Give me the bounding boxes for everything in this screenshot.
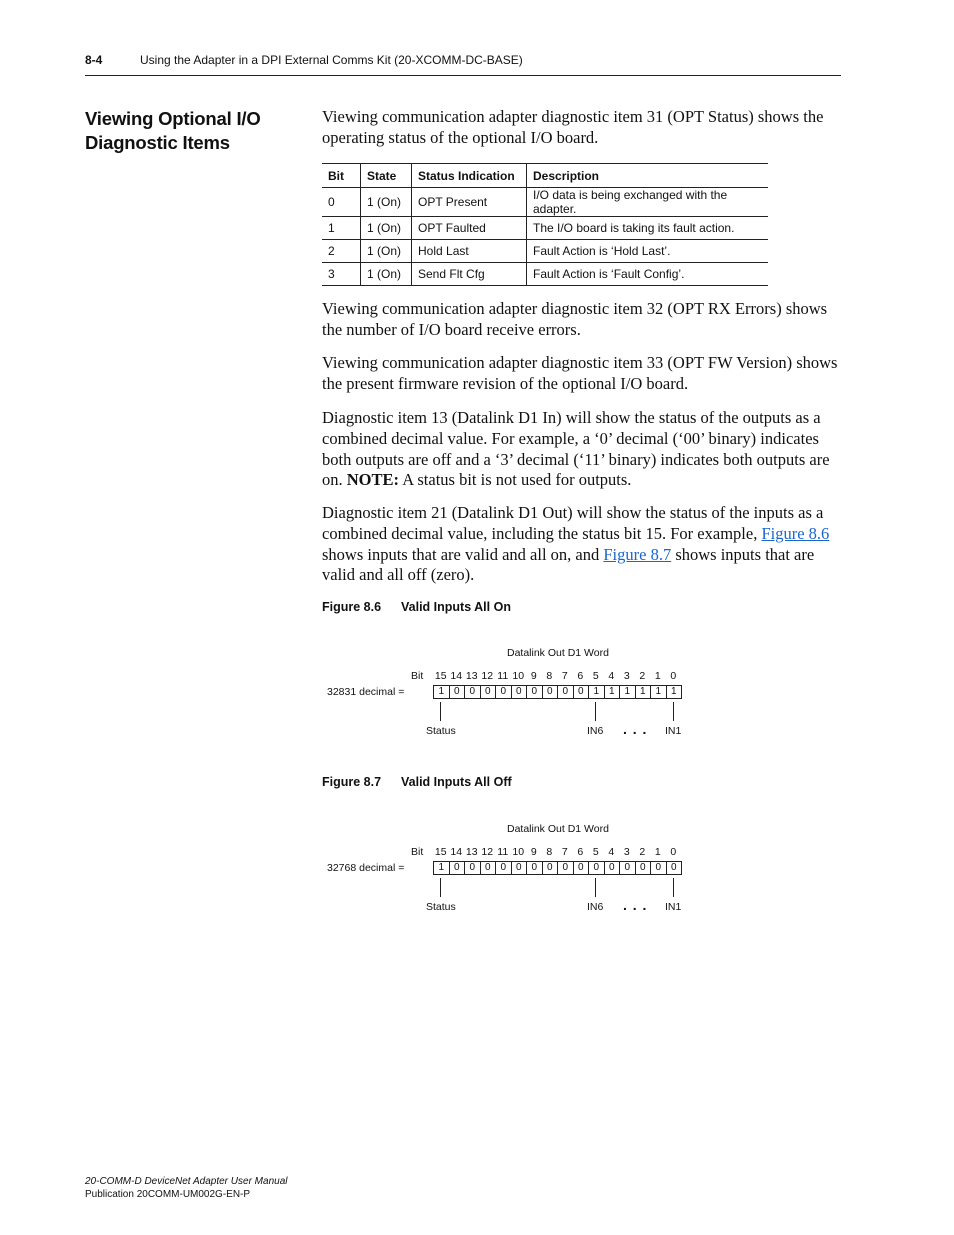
- intro-paragraph: Viewing communication adapter diagnostic item 31 (OPT Status) shows the operating status of the optional I/O board.: [322, 107, 824, 147]
- bit-number: 0: [670, 846, 677, 858]
- bit-number: 8: [546, 670, 553, 682]
- bit-number: 14: [450, 846, 463, 858]
- footer-publication: Publication 20COMM-UM002G-EN-P: [85, 1189, 251, 1200]
- in6-label: IN6: [587, 725, 604, 737]
- cell-description: Fault Action is ‘Hold Last’.: [527, 240, 769, 263]
- bit-number: 12: [481, 846, 494, 858]
- bit-cell: 1: [588, 686, 604, 698]
- bit-number: 15: [434, 670, 447, 682]
- figure-8-6-link[interactable]: Figure 8.6: [761, 523, 830, 543]
- figure-caption-text: Valid Inputs All Off: [401, 775, 512, 789]
- opt-status-table: [322, 163, 768, 286]
- figure-number: Figure 8.7: [322, 775, 382, 789]
- bit-cell: 0: [666, 862, 682, 874]
- bit-cell: 0: [464, 862, 480, 874]
- col-header-state: State: [361, 164, 412, 188]
- status-label: Status: [426, 901, 456, 913]
- bit-cell: 1: [604, 686, 620, 698]
- bit-cell: 0: [542, 862, 558, 874]
- bit-cell: 0: [464, 686, 480, 698]
- cell-state: 1 (On): [361, 217, 412, 240]
- bit-number: 6: [577, 670, 584, 682]
- bit-cell: 0: [619, 862, 635, 874]
- bit-number: 13: [465, 846, 478, 858]
- in1-label: IN1: [665, 901, 682, 913]
- col-header-description: Description: [527, 164, 769, 188]
- in1-tick: [673, 702, 674, 721]
- bit-cell: 1: [666, 686, 682, 698]
- item13-paragraph: [322, 408, 844, 491]
- col-header-status-indication: Status Indication: [412, 164, 527, 188]
- page-number: 8-4: [85, 53, 103, 67]
- bit-cell: 1: [619, 686, 635, 698]
- section-title: Viewing Optional I/O Diagnostic Items: [85, 108, 261, 153]
- decimal-label: 32831 decimal =: [327, 686, 405, 698]
- bit-cell: 0: [650, 862, 666, 874]
- bit-number: 12: [481, 670, 494, 682]
- item21-paragraph: [322, 503, 844, 586]
- cell-description: Fault Action is ‘Fault Config’.: [527, 263, 769, 286]
- bit-cell: 0: [449, 862, 465, 874]
- cell-bit: 3: [322, 263, 361, 286]
- cell-status: OPT Present: [412, 188, 527, 217]
- table-row: [322, 217, 768, 240]
- ellipsis: . . .: [623, 897, 648, 913]
- bit-number: 2: [639, 846, 646, 858]
- in6-tick: [595, 878, 596, 897]
- note-label: NOTE:: [346, 470, 400, 490]
- bit-cell: 0: [526, 686, 542, 698]
- table-header-row: [322, 164, 768, 188]
- bit-number: 14: [450, 670, 463, 682]
- item21-text-1: Diagnostic item 21 (Datalink D1 Out) will show the status of the inputs as a combined decimal value, including the status bit 15. For example,: [322, 503, 824, 543]
- bit-number: 2: [639, 670, 646, 682]
- bit-cell: 0: [557, 686, 573, 698]
- bit-cell: 0: [511, 862, 527, 874]
- running-header-title: Using the Adapter in a DPI External Comms Kit (20-XCOMM-DC-BASE): [140, 53, 523, 67]
- bit-number: 10: [512, 846, 525, 858]
- bit-cell: 0: [511, 686, 527, 698]
- bit-cell: 1: [650, 686, 666, 698]
- figure-8-7-caption: [322, 775, 512, 789]
- in6-tick: [595, 702, 596, 721]
- item33-paragraph: Viewing communication adapter diagnostic item 33 (OPT FW Version) shows the present firmware revision of the optional I/O board.: [322, 353, 838, 393]
- bit-number: 3: [623, 670, 630, 682]
- in1-tick: [673, 878, 674, 897]
- bit-number: 11: [497, 846, 509, 858]
- bit-number: 13: [465, 670, 478, 682]
- bit-number: 11: [497, 670, 509, 682]
- bit-number: 3: [623, 846, 630, 858]
- cell-bit: 0: [322, 188, 361, 217]
- bit-number: 10: [512, 670, 525, 682]
- word-title: Datalink Out D1 Word: [507, 647, 609, 659]
- cell-description: I/O data is being exchanged with the adapter.: [527, 188, 769, 217]
- bit-number: 8: [546, 846, 553, 858]
- cell-state: 1 (On): [361, 188, 412, 217]
- cell-status: Send Flt Cfg: [412, 263, 527, 286]
- bit-cell: 0: [495, 686, 511, 698]
- item21-text-3: shows inputs that are valid and all off (zero).: [322, 544, 815, 585]
- bit-cell: 0: [526, 862, 542, 874]
- note-text: A status bit is not used for outputs.: [402, 470, 632, 490]
- figure-8-7-link[interactable]: Figure 8.7: [603, 544, 672, 564]
- bit-cell: 1: [438, 686, 445, 697]
- cell-state: 1 (On): [361, 240, 412, 263]
- table-row: [322, 188, 768, 217]
- bit-cell: 0: [573, 862, 589, 874]
- table-row: [322, 263, 768, 286]
- figure-number: Figure 8.6: [322, 600, 382, 614]
- cell-description: The I/O board is taking its fault action.: [527, 217, 769, 240]
- word-title: Datalink Out D1 Word: [507, 823, 609, 835]
- bit-cell: 0: [495, 862, 511, 874]
- bit-number: 9: [530, 846, 537, 858]
- bit-cell: 0: [573, 686, 589, 698]
- in6-label: IN6: [587, 901, 604, 913]
- bit-number: 9: [530, 670, 537, 682]
- cell-status: Hold Last: [412, 240, 527, 263]
- cell-state: 1 (On): [361, 263, 412, 286]
- bit-number: 15: [434, 846, 447, 858]
- cell-bit: 2: [322, 240, 361, 263]
- status-tick: [440, 702, 441, 721]
- bit-cell: 1: [635, 686, 651, 698]
- bit-number: 1: [654, 846, 661, 858]
- bit-cell: 0: [635, 862, 651, 874]
- footer-manual-title: 20-COMM-D DeviceNet Adapter User Manual: [85, 1176, 288, 1187]
- bit-number: 4: [608, 670, 615, 682]
- ellipsis: . . .: [623, 721, 648, 737]
- bit-label: Bit: [411, 670, 424, 682]
- bit-cell: 0: [480, 686, 496, 698]
- bit-number: 5: [592, 846, 599, 858]
- item21-text-2: shows inputs that are valid and all on, and: [322, 544, 600, 564]
- bit-cell: 0: [542, 686, 558, 698]
- bit-number: 5: [592, 670, 599, 682]
- status-tick: [440, 878, 441, 897]
- bit-cell: 0: [604, 862, 620, 874]
- bit-cell: 0: [449, 686, 465, 698]
- bit-label: Bit: [411, 846, 424, 858]
- bit-number: 6: [577, 846, 584, 858]
- table-row: [322, 240, 768, 263]
- figure-caption-text: Valid Inputs All On: [401, 600, 511, 614]
- bit-number: 1: [654, 670, 661, 682]
- col-header-bit: Bit: [322, 164, 361, 188]
- decimal-label: 32768 decimal =: [327, 862, 405, 874]
- bit-number: 7: [561, 846, 568, 858]
- cell-status: OPT Faulted: [412, 217, 527, 240]
- bit-cells: [433, 685, 682, 699]
- in1-label: IN1: [665, 725, 682, 737]
- bit-cells: [433, 861, 682, 875]
- bit-cell: 0: [588, 862, 604, 874]
- header-rule: [85, 75, 841, 76]
- status-label: Status: [426, 725, 456, 737]
- bit-cell: 0: [557, 862, 573, 874]
- item32-paragraph: Viewing communication adapter diagnostic item 32 (OPT RX Errors) shows the number of I/O board receive errors.: [322, 299, 828, 339]
- bit-number: 0: [670, 670, 677, 682]
- bit-cell: 0: [480, 862, 496, 874]
- figure-8-6-caption: [322, 600, 511, 614]
- bit-number: 4: [608, 846, 615, 858]
- item13-text: Diagnostic item 13 (Datalink D1 In) will show the status of the outputs as a combined decimal value. For example, a ‘0’ decimal (‘00’ binary) indicates both outputs are off and a ‘3’ decimal (‘11’ binary) indicates both outputs are on.: [322, 408, 830, 490]
- bit-number: 7: [561, 670, 568, 682]
- cell-bit: 1: [322, 217, 361, 240]
- bit-cell: 1: [438, 862, 445, 873]
